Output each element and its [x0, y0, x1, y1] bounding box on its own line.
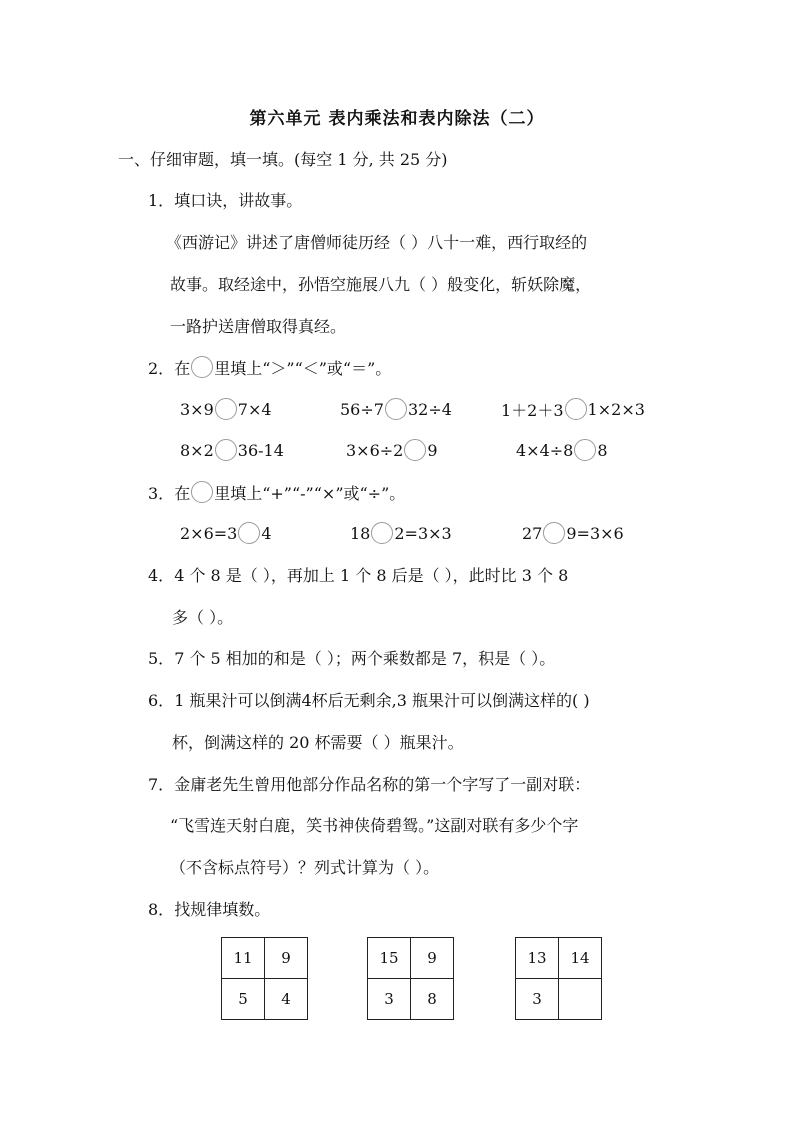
q6-text-1: 1 瓶果汁可以倒满4杯后无剩余,3 瓶果汁可以倒满这样的( )	[174, 691, 590, 710]
q2-item-left: 56÷7	[340, 399, 384, 419]
q2-prompt-post: 里填上“＞”“＜”或“＝”。	[214, 358, 392, 378]
q2-item-5	[346, 438, 438, 462]
q3-prompt	[148, 480, 405, 504]
q5-number: 5．	[148, 649, 175, 668]
q1-prompt	[148, 189, 302, 213]
q2-item-1	[180, 397, 272, 421]
q2-item-left: 3×6÷2	[346, 440, 404, 460]
operator-circle[interactable]	[543, 522, 565, 544]
compare-circle[interactable]	[215, 439, 237, 461]
q7-text-1: 金庸老先生曾用他部分作品名称的第一个字写了一副对联：	[174, 775, 591, 794]
q1-line-3: 一路护送唐僧取得真经。	[170, 317, 347, 336]
q2-item-left: 4×4÷8	[516, 440, 574, 460]
operator-circle[interactable]	[371, 522, 393, 544]
operator-circle[interactable]	[238, 522, 260, 544]
grid-cell: 9	[411, 938, 454, 979]
answer-circle-icon	[191, 481, 213, 503]
grid-cell: 15	[368, 938, 411, 979]
grid-cell: 11	[222, 938, 265, 979]
q2-item-3	[501, 397, 645, 421]
q3-prompt-post: 里填上“+”“-”“×”或“÷”。	[214, 483, 406, 503]
q7-line-2: “飞雪连天射白鹿，笑书神侠倚碧鸳。”这副对联有多少个字	[170, 816, 579, 835]
q7-line-3: （不含标点符号）？列式计算为（ ）。	[170, 858, 440, 877]
q2-item-right: 8	[597, 440, 608, 460]
q3-item-3	[522, 521, 624, 545]
q1-line-2: 故事。取经途中，孙悟空施展八九（ ）般变化，斩妖除魔，	[170, 275, 592, 294]
q2-item-right: 36-14	[237, 440, 284, 460]
pattern-grid-2	[367, 937, 454, 1020]
grid-cell: 13	[516, 938, 559, 979]
q3-item-right: 2=3×3	[394, 523, 452, 543]
q8-prompt	[148, 898, 270, 922]
q4-text-1: 4 个 8 是（ ），再加上 1 个 8 后是（ ），此时比 3 个 8	[174, 566, 569, 585]
page-title: 第六单元 表内乘法和表内除法（二）	[249, 109, 545, 129]
q2-number: 2．	[148, 358, 175, 378]
grid-answer-cell[interactable]	[559, 979, 602, 1020]
answer-circle-icon	[191, 356, 213, 378]
q8-number: 8．	[148, 900, 175, 919]
q3-prompt-pre: 在	[174, 483, 191, 503]
q7-number: 7．	[148, 775, 175, 794]
q1-number: 1．	[148, 191, 175, 210]
q4-line-1	[148, 564, 568, 588]
q2-item-right: 1×2×3	[587, 399, 645, 419]
compare-circle[interactable]	[215, 398, 237, 420]
q2-prompt-pre: 在	[174, 358, 191, 378]
compare-circle[interactable]	[385, 398, 407, 420]
q1-prompt-text: 填口诀，讲故事。	[174, 191, 303, 210]
q2-item-2	[340, 397, 452, 421]
q2-item-4	[180, 438, 284, 462]
q6-number: 6．	[148, 691, 175, 710]
q3-item-right: 4	[261, 523, 272, 543]
q6-line-2: 杯，倒满这样的 20 杯需要（ ）瓶果汁。	[172, 733, 464, 752]
q2-item-left: 8×2	[180, 440, 214, 460]
section-heading: 一、仔细审题，填一填。(每空 1 分, 共 25 分)	[118, 150, 448, 169]
q3-item-1	[180, 521, 272, 545]
q5-line-1	[148, 647, 555, 671]
compare-circle[interactable]	[565, 398, 587, 420]
q6-line-1	[148, 689, 590, 713]
q7-line-1	[148, 773, 590, 797]
q2-item-right: 32÷4	[407, 399, 452, 419]
q3-item-left: 18	[350, 523, 371, 543]
q8-prompt-text: 找规律填数。	[174, 900, 271, 919]
q5-text-1: 7 个 5 相加的和是（ ）；两个乘数都是 7，积是（ ）。	[174, 649, 556, 668]
compare-circle[interactable]	[574, 439, 596, 461]
grid-cell: 14	[559, 938, 602, 979]
grid-cell: 9	[265, 938, 308, 979]
q2-item-left: 1＋2＋3	[501, 400, 564, 420]
compare-circle[interactable]	[404, 439, 426, 461]
q4-line-2: 多（ ）。	[172, 608, 234, 627]
pattern-grid-3	[515, 937, 602, 1020]
q2-prompt	[148, 355, 391, 379]
pattern-grid-1	[221, 937, 308, 1020]
q3-item-2	[350, 521, 452, 545]
q3-item-right: 9=3×6	[566, 523, 624, 543]
q2-item-left: 3×9	[180, 399, 214, 419]
q2-item-right: 7×4	[237, 399, 272, 419]
grid-cell: 5	[222, 979, 265, 1020]
q2-item-right: 9	[427, 440, 438, 460]
grid-cell: 4	[265, 979, 308, 1020]
q3-item-left: 27	[522, 523, 543, 543]
q3-item-left: 2×6=3	[180, 523, 238, 543]
q2-item-6	[516, 438, 608, 462]
q3-number: 3．	[148, 483, 175, 503]
q1-line-1: 《西游记》讲述了唐僧师徒历经（ ）八十一难，西行取经的	[166, 233, 588, 252]
grid-cell: 3	[368, 979, 411, 1020]
grid-cell: 3	[516, 979, 559, 1020]
grid-cell: 8	[411, 979, 454, 1020]
q4-number: 4．	[148, 566, 175, 585]
